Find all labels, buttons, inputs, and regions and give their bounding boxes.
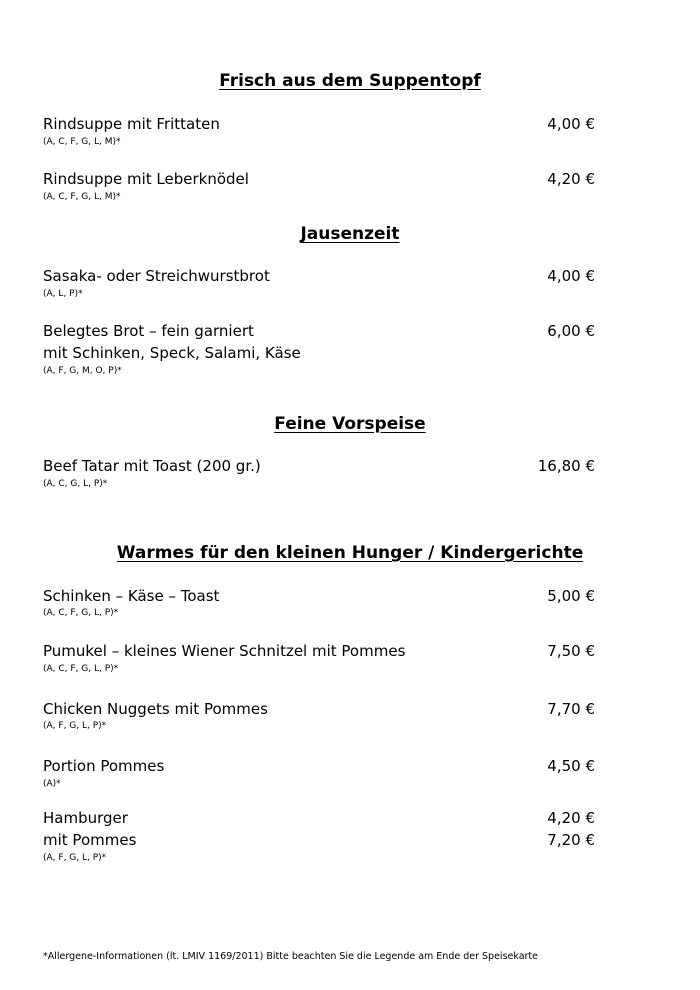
section-title-vorspeise: Feine Vorspeise	[274, 414, 426, 434]
section-title-jausenzeit: Jausenzeit	[300, 224, 400, 244]
item-price-rindsuppe-leberknoedel: 4,20 €	[547, 170, 595, 188]
item-allergens-beef-tatar: (A, C, G, L, P)*	[43, 479, 108, 489]
item-name-belegtes-brot-line2: mit Schinken, Speck, Salami, Käse	[43, 344, 301, 362]
item-allergens-streichwurstbrot: (A, L, P)*	[43, 289, 83, 299]
item-name-belegtes-brot: Belegtes Brot – fein garniert	[43, 322, 254, 340]
item-name-streichwurstbrot: Sasaka- oder Streichwurstbrot	[43, 267, 270, 285]
item-name-pumukel: Pumukel – kleines Wiener Schnitzel mit Pommes	[43, 642, 406, 660]
item-price-chicken-nuggets: 7,70 €	[547, 700, 595, 718]
item-price-rindsuppe-frittaten: 4,00 €	[547, 115, 595, 133]
item-price-pumukel: 7,50 €	[547, 642, 595, 660]
allergen-footnote: *Allergene-Informationen (lt. LMIV 1169/2011) Bitte beachten Sie die Legende am Ende der Speisekarte	[43, 951, 538, 962]
item-name-chicken-nuggets: Chicken Nuggets mit Pommes	[43, 700, 268, 718]
item-price-portion-pommes: 4,50 €	[547, 757, 595, 775]
item-allergens-chicken-nuggets: (A, F, G, L, P)*	[43, 721, 107, 731]
item-price-hamburger: 4,20 €	[547, 809, 595, 827]
item-name-beef-tatar: Beef Tatar mit Toast (200 gr.)	[43, 457, 261, 475]
item-allergens-pumukel: (A, C, F, G, L, P)*	[43, 664, 119, 674]
item-name-rindsuppe-frittaten: Rindsuppe mit Frittaten	[43, 115, 220, 133]
item-allergens-schinken-kaese-toast: (A, C, F, G, L, P)*	[43, 608, 119, 618]
item-price-hamburger-mit-pommes: 7,20 €	[547, 831, 595, 849]
item-allergens-belegtes-brot: (A, F, G, M, O, P)*	[43, 366, 122, 376]
item-name-portion-pommes: Portion Pommes	[43, 757, 165, 775]
item-allergens-hamburger: (A, F, G, L, P)*	[43, 853, 107, 863]
item-price-streichwurstbrot: 4,00 €	[547, 267, 595, 285]
section-title-kindergerichte: Warmes für den kleinen Hunger / Kindergerichte	[116, 543, 584, 563]
item-price-beef-tatar: 16,80 €	[537, 457, 595, 475]
item-price-belegtes-brot: 6,00 €	[547, 322, 595, 340]
item-allergens-rindsuppe-leberknoedel: (A, C, F, G, L, M)*	[43, 192, 121, 202]
item-name-hamburger: Hamburger	[43, 809, 128, 827]
item-name-rindsuppe-leberknoedel: Rindsuppe mit Leberknödel	[43, 170, 249, 188]
item-name-schinken-kaese-toast: Schinken – Käse – Toast	[43, 587, 220, 605]
item-name-hamburger-line2: mit Pommes	[43, 831, 137, 849]
item-allergens-rindsuppe-frittaten: (A, C, F, G, L, M)*	[43, 137, 121, 147]
item-price-schinken-kaese-toast: 5,00 €	[547, 587, 595, 605]
item-allergens-portion-pommes: (A)*	[43, 779, 61, 789]
section-title-suppentopf: Frisch aus dem Suppentopf	[219, 71, 481, 91]
